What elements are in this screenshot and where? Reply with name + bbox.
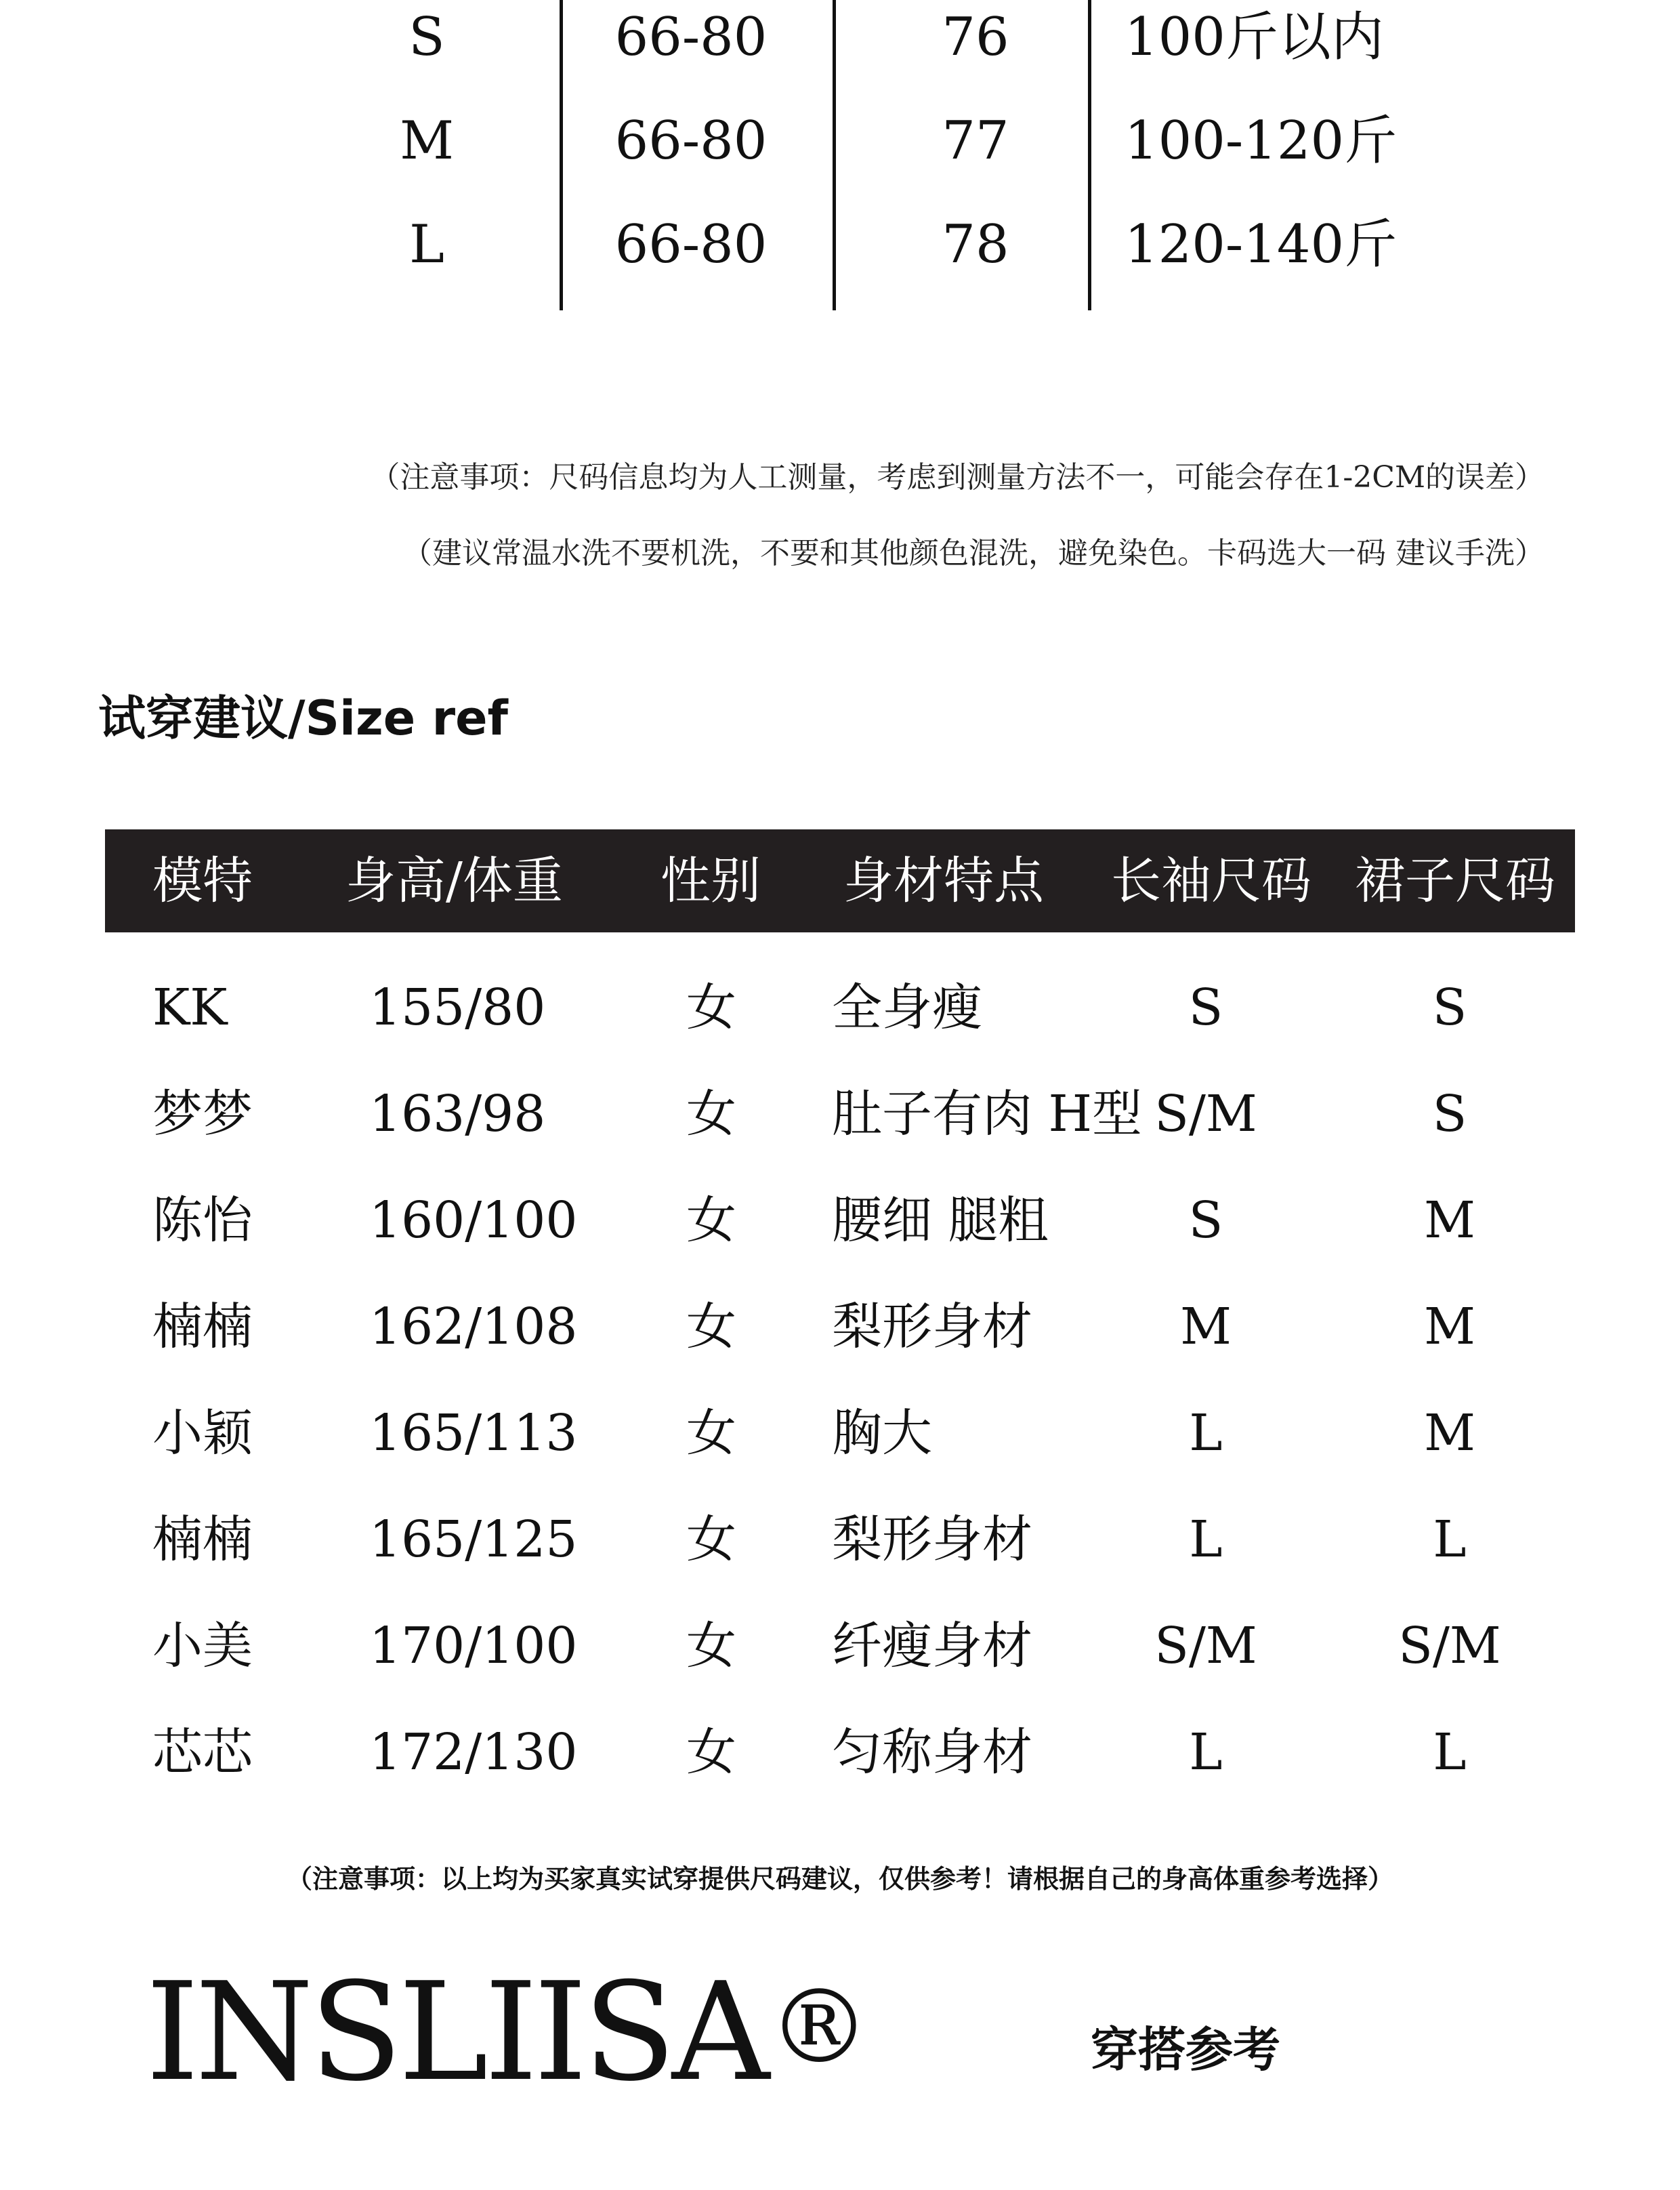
- model-name-cell: 芯芯: [152, 1723, 253, 1781]
- height-weight-cell: 160/100: [369, 1191, 578, 1249]
- model-name-cell: 楠楠: [152, 1298, 253, 1356]
- table-row: [0, 0, 1680, 88]
- skirt-size-cell: M: [1424, 1191, 1475, 1249]
- table-row: [0, 1063, 1680, 1165]
- gender-cell: 女: [686, 1723, 736, 1781]
- table-row: [0, 194, 1680, 295]
- size-cell: M: [400, 110, 454, 171]
- length-cell: 76: [942, 7, 1009, 68]
- sleeve-size-cell: L: [1189, 1723, 1223, 1781]
- model-name-cell: 陈怡: [152, 1191, 253, 1249]
- gender-cell: 女: [686, 1298, 736, 1356]
- weight-cell: 100-120斤: [1125, 110, 1398, 171]
- body-type-cell: 腰细 腿粗: [832, 1191, 1049, 1249]
- model-name-cell: 楠楠: [152, 1510, 253, 1569]
- body-type-cell: 肚子有肉 H型: [832, 1085, 1143, 1143]
- header-skirt-size: 裙子尺码: [1355, 852, 1555, 910]
- height-weight-cell: 163/98: [369, 1085, 546, 1143]
- skirt-size-cell: S: [1432, 978, 1467, 1037]
- gender-cell: 女: [686, 1191, 736, 1249]
- waist-cell: 66-80: [614, 110, 768, 171]
- table-row: [0, 1382, 1680, 1484]
- skirt-size-cell: L: [1433, 1723, 1467, 1781]
- table-row: [0, 1489, 1680, 1590]
- weight-cell: 120-140斤: [1125, 214, 1398, 275]
- table-row: [0, 1701, 1680, 1803]
- skirt-size-cell: L: [1433, 1510, 1467, 1569]
- skirt-size-cell: S/M: [1398, 1617, 1501, 1675]
- sleeve-size-cell: S/M: [1154, 1617, 1257, 1675]
- size-cell: L: [409, 214, 444, 275]
- brand-logo: [146, 1951, 866, 2114]
- sleeve-size-cell: L: [1189, 1510, 1223, 1569]
- header-height-weight: 身高/体重: [345, 852, 563, 910]
- table-row: [0, 90, 1680, 192]
- model-name-cell: KK: [152, 978, 228, 1037]
- body-type-cell: 梨形身材: [832, 1298, 1032, 1356]
- body-type-cell: 梨形身材: [832, 1510, 1032, 1569]
- table-row: [0, 957, 1680, 1058]
- length-cell: 77: [942, 110, 1009, 171]
- height-weight-cell: 172/130: [369, 1723, 578, 1781]
- body-type-cell: 全身瘦: [832, 978, 982, 1037]
- height-weight-cell: 165/125: [369, 1510, 578, 1569]
- waist-cell: 66-80: [614, 214, 768, 275]
- model-name-cell: 小颖: [152, 1404, 253, 1462]
- table-row: [0, 1276, 1680, 1378]
- header-body-type: 身材特点: [843, 852, 1044, 910]
- model-name-cell: 小美: [152, 1617, 253, 1675]
- gender-cell: 女: [686, 1510, 736, 1569]
- height-weight-cell: 165/113: [369, 1404, 578, 1462]
- size-cell: S: [408, 7, 445, 68]
- waist-cell: 66-80: [614, 7, 768, 68]
- height-weight-cell: 162/108: [369, 1298, 578, 1356]
- sleeve-size-cell: L: [1189, 1404, 1223, 1462]
- header-gender: 性别: [660, 852, 761, 910]
- table-row: [0, 1170, 1680, 1271]
- body-type-cell: 匀称身材: [832, 1723, 1032, 1781]
- gender-cell: 女: [686, 1085, 736, 1143]
- registered-mark-icon: ®: [768, 1968, 866, 2086]
- body-type-cell: 胸大: [832, 1404, 932, 1462]
- gender-cell: 女: [686, 978, 736, 1037]
- outfit-reference-label: 穿搭参考: [1091, 2021, 1280, 2078]
- measure-note-text: （注意事项：尺码信息均为人工测量，考虑到测量方法不一，可能会存在1-2CM的误差）: [370, 460, 1545, 495]
- weight-cell: 100斤以内: [1125, 7, 1384, 68]
- sleeve-size-cell: S: [1188, 978, 1223, 1037]
- sleeve-size-cell: S: [1188, 1191, 1223, 1249]
- gender-cell: 女: [686, 1404, 736, 1462]
- skirt-size-cell: M: [1424, 1404, 1475, 1462]
- skirt-size-cell: M: [1424, 1298, 1475, 1356]
- sleeve-size-cell: M: [1180, 1298, 1232, 1356]
- height-weight-cell: 155/80: [369, 978, 546, 1037]
- gender-cell: 女: [686, 1617, 736, 1675]
- header-sleeve-size: 长袖尺码: [1111, 852, 1311, 910]
- brand-logo-text: INSLIISA: [146, 1954, 766, 2111]
- sleeve-size-cell: S/M: [1154, 1085, 1257, 1143]
- length-cell: 78: [942, 214, 1009, 275]
- table-header: [105, 829, 1575, 932]
- model-name-cell: 梦梦: [152, 1085, 253, 1143]
- skirt-size-cell: S: [1432, 1085, 1467, 1143]
- wash-note-text: （建议常温水洗不要机洗，不要和其他颜色混洗，避免染色。卡码选大一码 建议手洗）: [402, 536, 1545, 571]
- body-type-cell: 纤瘦身材: [832, 1617, 1032, 1675]
- section-title: 试穿建议/Size ref: [98, 690, 509, 746]
- table-row: [0, 1595, 1680, 1697]
- header-model: 模特: [152, 852, 253, 910]
- size-ref-note: （注意事项：以上均为买家真实试穿提供尺码建议，仅供参考！请根据自己的身高体重参考选择）: [286, 1864, 1393, 1894]
- height-weight-cell: 170/100: [369, 1617, 578, 1675]
